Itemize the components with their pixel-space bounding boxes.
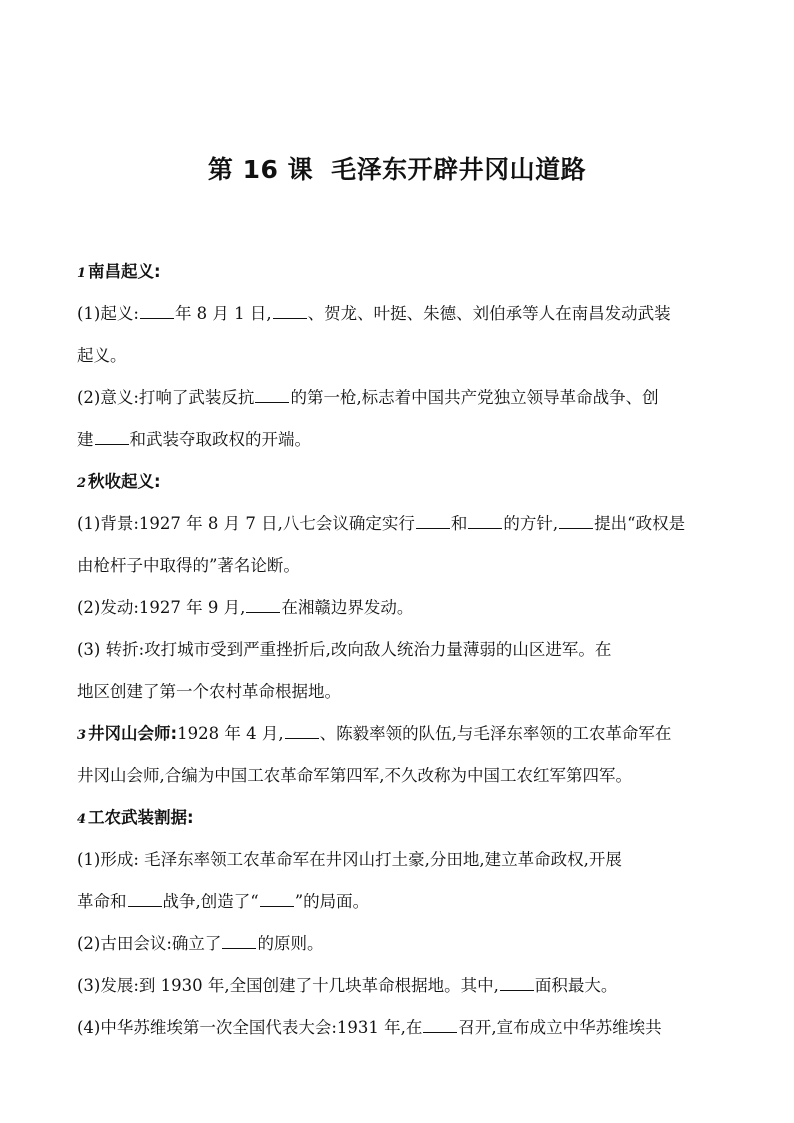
text: 面积最大。 xyxy=(534,976,618,995)
fill-blank[interactable] xyxy=(255,401,289,403)
text: 战争,创造了“ xyxy=(162,892,259,911)
s3-line-2: 井冈山会师,合编为中国工农革命军第四军,不久改称为中国工农红军第四军。 xyxy=(77,766,632,785)
section-number: 2 xyxy=(77,476,87,491)
text: (2)发动:1927 年 9 月, xyxy=(77,598,246,617)
text: 、贺龙、叶挺、朱德、刘伯承等人在南昌发动武装 xyxy=(307,304,671,323)
section-number: 4 xyxy=(77,812,87,827)
lesson-number: 第 16 课 xyxy=(207,155,314,184)
section-2-heading xyxy=(77,461,719,503)
s4-line-3 xyxy=(77,923,719,965)
s1-line-1 xyxy=(77,293,719,335)
section-number: 3 xyxy=(77,728,87,743)
fill-blank[interactable] xyxy=(140,317,174,319)
text: 的方针, xyxy=(503,514,559,533)
fill-blank[interactable] xyxy=(500,989,534,991)
text: 、陈毅率领的队伍,与毛泽东率领的工农革命军在 xyxy=(319,724,672,743)
s4-line-1: (1)形成: 毛泽东率领工农革命军在井冈山打土豪,分田地,建立革命政权,开展 xyxy=(77,850,622,869)
s4-line-2 xyxy=(77,881,719,923)
text: 1928 年 4 月, xyxy=(177,724,284,743)
section-title: 南昌起义: xyxy=(88,262,161,281)
worksheet-body xyxy=(77,251,719,1049)
text: 革命和 xyxy=(77,892,127,911)
s3-line-1 xyxy=(77,713,719,755)
fill-blank[interactable] xyxy=(423,1031,457,1033)
s1-line-4 xyxy=(77,419,719,461)
text: ”的局面。 xyxy=(294,892,370,911)
text: (4)中华苏维埃第一次全国代表大会:1931 年,在 xyxy=(77,1018,423,1037)
fill-blank[interactable] xyxy=(273,317,307,319)
s4-line-5 xyxy=(77,1007,719,1049)
fill-blank[interactable] xyxy=(222,947,256,949)
fill-blank[interactable] xyxy=(95,443,129,445)
section-number: 1 xyxy=(77,266,87,281)
text: 和武装夺取政权的开端。 xyxy=(129,430,311,449)
fill-blank[interactable] xyxy=(260,905,294,907)
text: 建 xyxy=(77,430,94,449)
fill-blank[interactable] xyxy=(128,905,162,907)
text: 提出“政权是 xyxy=(594,514,686,533)
s2-line-5: 地区创建了第一个农村革命根据地。 xyxy=(77,682,341,701)
text: 的原则。 xyxy=(257,934,324,953)
s2-line-2: 由枪杆子中取得的”著名论断。 xyxy=(77,556,300,575)
text: 和 xyxy=(450,514,468,533)
section-title: 工农武装割据: xyxy=(88,808,194,827)
fill-blank[interactable] xyxy=(285,737,319,739)
text: (1)背景:1927 年 8 月 7 日,八七会议确定实行 xyxy=(77,514,415,533)
text: 年 8 月 1 日, xyxy=(174,304,272,323)
fill-blank[interactable] xyxy=(246,611,280,613)
text: 在湘赣边界发动。 xyxy=(281,598,414,617)
section-title: 井冈山会师: xyxy=(88,724,178,743)
s1-line-3 xyxy=(77,377,719,419)
s1-line-2: 起义。 xyxy=(77,346,127,365)
fill-blank[interactable] xyxy=(468,527,502,529)
fill-blank[interactable] xyxy=(416,527,450,529)
text: (1)起义: xyxy=(77,304,139,323)
section-4-heading xyxy=(77,797,719,839)
text: 的第一枪,标志着中国共产党独立领导革命战争、创 xyxy=(290,388,659,407)
page-title xyxy=(0,152,794,188)
fill-blank[interactable] xyxy=(559,527,593,529)
text: 召开,宣布成立中华苏维埃共 xyxy=(458,1018,662,1037)
text: (2)意义:打响了武装反抗 xyxy=(77,388,255,407)
lesson-name: 毛泽东开辟井冈山道路 xyxy=(331,155,587,184)
s2-line-1 xyxy=(77,503,719,545)
section-1-heading xyxy=(77,251,719,293)
s2-line-4: (3) 转折:攻打城市受到严重挫折后,改向敌人统治力量薄弱的山区进军。在 xyxy=(77,640,612,659)
s4-line-4 xyxy=(77,965,719,1007)
text: (2)古田会议:确立了 xyxy=(77,934,222,953)
text: (3)发展:到 1930 年,全国创建了十几块革命根据地。其中, xyxy=(77,976,499,995)
s2-line-3 xyxy=(77,587,719,629)
section-title: 秋收起义: xyxy=(88,472,161,491)
